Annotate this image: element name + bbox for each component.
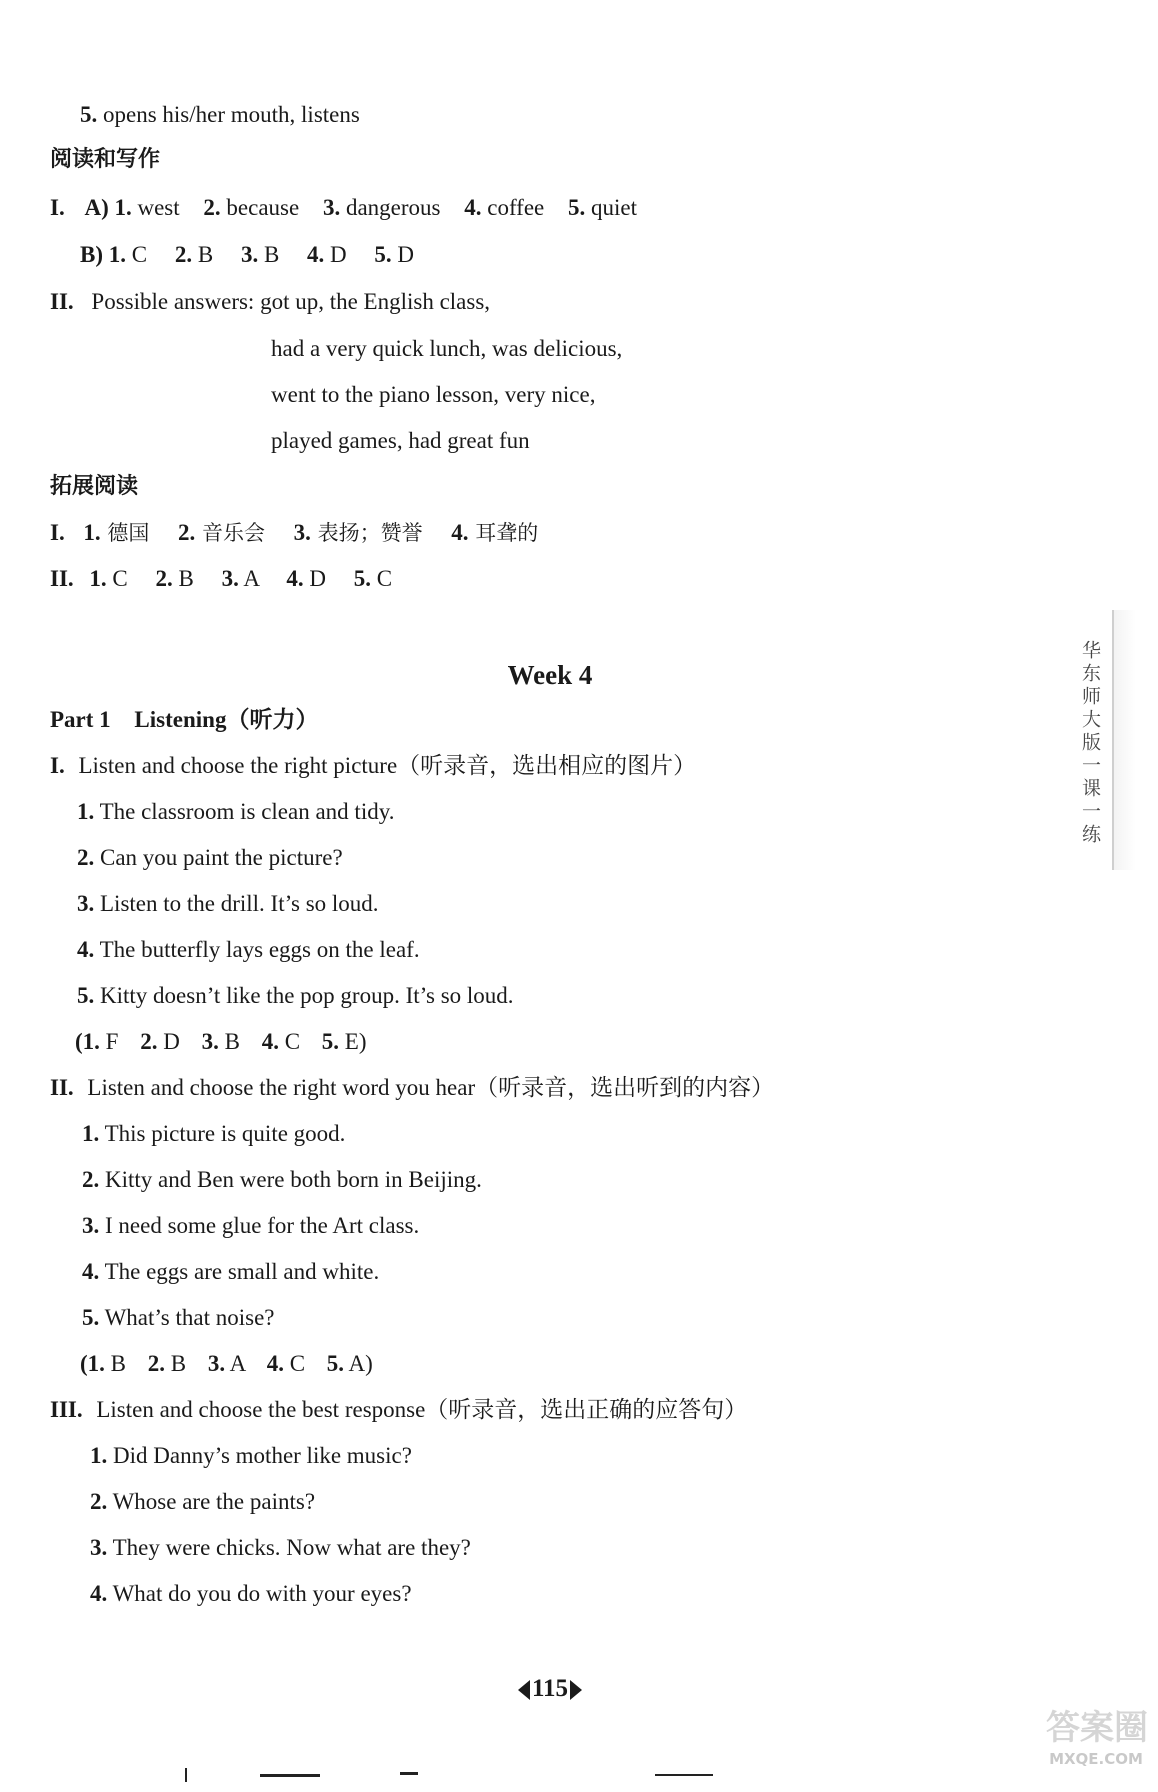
answer-key: [80, 1349, 373, 1379]
item-number: 4.: [286, 566, 304, 591]
scan-artifact: [185, 1768, 187, 1782]
roman-numeral: II.: [50, 1075, 74, 1100]
item-number: 5.: [326, 1351, 345, 1376]
list-item: [90, 1533, 471, 1563]
item-number: 3.: [293, 520, 311, 545]
item-number: 4.: [307, 242, 325, 267]
scan-artifact: [400, 1772, 418, 1775]
item-text: Whose are the paints?: [112, 1489, 316, 1514]
answer-text: went to the piano lesson, very nice,: [271, 382, 596, 407]
item-number: 3.: [322, 195, 341, 220]
list-item: [90, 1441, 412, 1471]
item-number: (1.: [75, 1029, 100, 1054]
item-number: 5.: [568, 195, 586, 220]
answer: 德国: [107, 521, 150, 545]
watermark-url: MXQE.COM: [1049, 1750, 1143, 1768]
section-title-iii: [50, 1395, 747, 1425]
item-number: 4.: [82, 1259, 100, 1284]
item-number: 2.: [82, 1167, 100, 1192]
page-number: [0, 1674, 1100, 1704]
watermark-logo: [1040, 1700, 1152, 1780]
answer: D: [330, 242, 347, 267]
item-text: Listen to the drill. It’s so loud.: [100, 891, 379, 916]
item-number: 2.: [155, 566, 173, 591]
answer-line: [80, 100, 360, 130]
answer-row-ii: [50, 287, 490, 317]
section-instruction: Listen and choose the best response（听录音，选出正确的应答句）: [96, 1397, 748, 1422]
book-series-label: 华东师大版一课一练: [1079, 640, 1101, 847]
item-number: 2.: [77, 845, 95, 870]
triangle-left-icon: [518, 1680, 530, 1700]
item-number: 2.: [90, 1489, 108, 1514]
answer: 音乐会: [201, 521, 265, 545]
item-number: 2.: [140, 1029, 158, 1054]
answer: F: [105, 1029, 119, 1054]
item-text: Did Danny’s mother like music?: [113, 1443, 412, 1468]
item-number: 1.: [83, 520, 101, 545]
item-number: (1.: [80, 1351, 105, 1376]
answer: A): [348, 1351, 373, 1376]
item-text: What’s that noise?: [104, 1305, 275, 1330]
answer: D: [309, 566, 327, 591]
section-heading-reading-writing: 阅读和写作: [50, 147, 161, 172]
item-text: What do you do with your eyes?: [112, 1581, 412, 1606]
item-text: They were chicks. Now what are they?: [112, 1535, 471, 1560]
answer-row-i-a: [50, 193, 637, 223]
list-item: [77, 981, 514, 1011]
item-number: 1.: [89, 566, 107, 591]
section-instruction: Listen and choose the right picture（听录音，选出相应的图片）: [78, 753, 697, 778]
answer-row-ext-ii: [50, 564, 392, 594]
item-number: 5.: [353, 566, 372, 591]
page-edge-shadow: [1112, 610, 1136, 870]
answer: E): [344, 1029, 367, 1054]
item-text: Can you paint the picture?: [100, 845, 343, 870]
sub-label: B) 1.: [80, 242, 126, 267]
item-number: 4.: [451, 520, 469, 545]
answer: C: [289, 1351, 306, 1376]
list-item: [82, 1119, 345, 1149]
answer: B: [178, 566, 194, 591]
answer: quiet: [591, 195, 638, 220]
item-number: 3.: [240, 242, 259, 267]
item-number: 3.: [77, 891, 95, 916]
item-number: 3.: [90, 1535, 108, 1560]
section-instruction: Listen and choose the right word you hear（听录音，选出听到的内容）: [87, 1075, 775, 1100]
answer: C: [112, 566, 128, 591]
item-number: 4.: [77, 937, 95, 962]
sub-label: A) 1.: [84, 195, 132, 220]
answer: D: [163, 1029, 180, 1054]
item-number: 1.: [77, 799, 95, 824]
item-text: Kitty doesn’t like the pop group. It’s so loud.: [100, 983, 514, 1008]
answer: C: [284, 1029, 301, 1054]
list-item: [82, 1165, 482, 1195]
week-title: Week 4: [507, 660, 593, 690]
answer: C: [131, 242, 148, 267]
roman-numeral: I.: [50, 520, 65, 545]
item-text: opens his/her mouth, listens: [103, 102, 360, 127]
item-number: 2.: [203, 195, 221, 220]
item-number: 4.: [261, 1029, 279, 1054]
item-text: The eggs are small and white.: [104, 1259, 380, 1284]
answer: coffee: [487, 195, 545, 220]
answer: west: [137, 195, 180, 220]
answer: dangerous: [345, 195, 441, 220]
item-number: 4.: [90, 1581, 108, 1606]
item-number: 5.: [321, 1029, 340, 1054]
part-title: Listening（听力）: [134, 707, 319, 732]
item-number: 4.: [266, 1351, 284, 1376]
item-number: 1.: [90, 1443, 108, 1468]
item-number: 5.: [82, 1305, 100, 1330]
answer-key: [75, 1027, 367, 1057]
roman-numeral: I.: [50, 753, 65, 778]
item-text: This picture is quite good.: [104, 1121, 346, 1146]
scan-artifact: [260, 1774, 320, 1777]
answer: B: [197, 242, 214, 267]
answer-row-ext-i: [50, 518, 538, 548]
list-item: [77, 889, 379, 919]
item-number: 2.: [178, 520, 196, 545]
roman-numeral: III.: [50, 1397, 83, 1422]
answer: D: [397, 242, 415, 267]
item-number: 3.: [207, 1351, 226, 1376]
item-text: I need some glue for the Art class.: [105, 1213, 420, 1238]
item-number: 5.: [77, 983, 95, 1008]
item-number: 2.: [147, 1351, 166, 1376]
answer-row-i-b: [80, 240, 414, 270]
list-item: [82, 1211, 419, 1241]
page-number-value: 115: [531, 1675, 569, 1702]
item-text: The classroom is clean and tidy.: [99, 799, 395, 824]
triangle-right-icon: [570, 1680, 582, 1700]
item-number: 3.: [201, 1029, 219, 1054]
answer: 耳聋的: [475, 521, 539, 545]
answer-text: played games, had great fun: [271, 428, 530, 453]
item-number: 1.: [82, 1121, 100, 1146]
item-number: 3.: [82, 1213, 100, 1238]
item-number: 5.: [374, 242, 392, 267]
item-text: The butterfly lays eggs on the leaf.: [99, 937, 420, 962]
section-title-i: [50, 751, 696, 781]
list-item: [77, 843, 343, 873]
list-item: [82, 1257, 379, 1287]
answer: B: [110, 1351, 127, 1376]
answer: B: [170, 1351, 187, 1376]
list-item: [82, 1303, 275, 1333]
answer: 表扬；赞誉: [317, 521, 423, 545]
item-number: 4.: [464, 195, 482, 220]
roman-numeral: II.: [50, 566, 74, 591]
answer-text: had a very quick lunch, was delicious,: [271, 336, 623, 361]
answer: because: [226, 195, 300, 220]
list-item: [90, 1487, 315, 1517]
item-number: 5.: [80, 102, 98, 127]
answer-text: Possible answers: got up, the English class,: [91, 289, 491, 314]
answer: A: [243, 566, 259, 591]
watermark-logo-text: 答案圈: [1046, 1708, 1148, 1748]
list-item: [77, 797, 394, 827]
roman-numeral: II.: [50, 289, 74, 314]
list-item: [77, 935, 420, 965]
item-number: 2.: [174, 242, 193, 267]
item-text: Kitty and Ben were both born in Beijing.: [105, 1167, 482, 1192]
part-label: Part 1: [50, 707, 111, 732]
item-number: 3.: [221, 566, 239, 591]
answer: B: [224, 1029, 240, 1054]
section-heading-extended-reading: 拓展阅读: [50, 474, 139, 499]
answer: C: [376, 566, 393, 591]
answer: B: [263, 242, 280, 267]
answer: A: [229, 1351, 245, 1376]
roman-numeral: I.: [50, 195, 65, 220]
part-heading: [50, 705, 318, 735]
list-item: [90, 1579, 412, 1609]
scan-artifact: [655, 1774, 713, 1776]
section-title-ii: [50, 1073, 774, 1103]
